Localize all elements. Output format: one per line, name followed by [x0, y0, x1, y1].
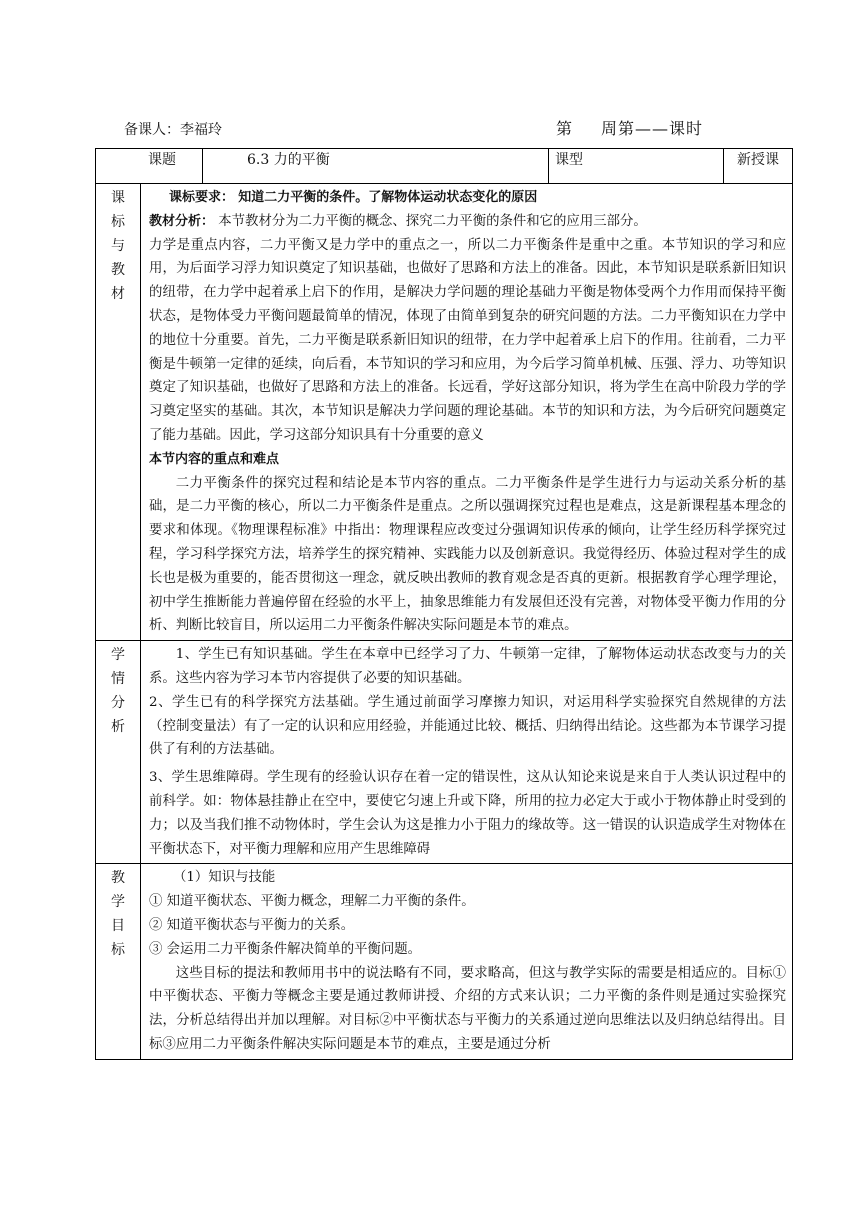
- student-basis-2: 2、学生已有的科学探究方法基础。学生通过前面学习摩擦力知识，对运用科学实验探究自然规律的方法（控制变量法）有了一定的认识和应用经验，并能通过比较、概括、归纳得出结论。这些都为本节课学习提供了有利的方法基础。: [149, 694, 786, 758]
- side-char: 标: [111, 942, 125, 959]
- side-char: 情: [111, 671, 125, 688]
- section2-content: [141, 641, 793, 864]
- student-basis-1: 1、学生已有知识基础。学生在本章中已经学习了力、牛顿第一定律，了解物体运动状态改变与力的关系。这些内容为学习本节内容提供了必要的知识基础。: [149, 647, 786, 686]
- section-standard-material: [96, 184, 793, 641]
- key-points-body: 二力平衡条件的探究过程和结论是本节内容的重点。二力平衡条件是学生进行力与运动关系分析的基础，是二力平衡的核心，所以二力平衡条件是重点。之所以强调探究过程也是难点，这是新课程基本理念的要求和体现。《物理课程标准》中指出：物理课程应改变过分强调知识传承的倾向，让学生经历科学探究过程，学习科学探究方法，培养学生的探究精神、实践能力以及创新意识。我觉得经历、体验过程对学生的成长也是极为重要的，能否贯彻这一理念，就反映出教师的教育观念是否真的更新。根据教育学心理学理论，初中学生推断能力普遍停留在经验的水平上，抽象思维能力有发展但还没有完善，对物体受平衡力作用的分析、判断比较盲目，所以运用二力平衡条件解决实际问题是本节的难点。: [149, 475, 786, 634]
- topic-value: 6.3 力的平衡: [203, 149, 549, 184]
- goals-body: 这些目标的提法和教师用书中的说法略有不同，要求略高，但这与教学实际的需要是相适应的。目标①中平衡状态、平衡力等概念主要是通过教师讲授、介绍的方式来认识；二力平衡的条件则是通过实验探究法，分析总结得出并加以理解。对目标②中平衡状态与平衡力的关系通过逆向思维法以及归纳总结得出。目标③应用二力平衡条件解决实际问题是本节的难点，主要是通过分析: [149, 965, 786, 1052]
- key-points-heading: 本节内容的重点和难点: [149, 451, 280, 467]
- week-rest-text: 周第——课时: [601, 119, 704, 138]
- standard-text: 知道二力平衡的条件。了解物体运动状态变化的原因: [238, 190, 538, 205]
- side-char: 与: [111, 238, 125, 254]
- goal-item-3: ③ 会运用二力平衡条件解决简单的平衡问题。: [149, 941, 422, 957]
- section2-side-label: [96, 641, 141, 864]
- week-di-text: 第: [556, 119, 574, 138]
- section3-content: [141, 864, 793, 1059]
- topic-row: [96, 149, 793, 184]
- analysis-intro: 本节教材分为二力平衡的概念、探究二力平衡的条件和它的应用三部分。: [218, 213, 647, 229]
- section1-content: [141, 184, 793, 641]
- side-char: 教: [111, 870, 125, 887]
- goal-item-2: ② 知道平衡状态与平衡力的关系。: [149, 917, 355, 933]
- week-period-label: [556, 116, 703, 139]
- side-char: 目: [111, 918, 125, 935]
- side-char: 材: [111, 286, 125, 302]
- lesson-plan-table: [95, 148, 793, 1060]
- side-char: 分: [111, 695, 125, 712]
- section-student-analysis: [96, 641, 793, 864]
- topic-label: 课题: [96, 149, 203, 184]
- side-char: 学: [111, 647, 125, 664]
- standard-label: 课标要求：: [169, 190, 235, 205]
- section1-side-label: [96, 184, 141, 641]
- goals-subheading: （1）知识与技能: [173, 870, 276, 886]
- section3-side-label: [96, 864, 141, 1059]
- side-char: 教: [111, 262, 125, 278]
- analysis-body: 力学是重点内容，二力平衡又是力学中的重点之一，所以二力平衡条件是重中之重。本节知识的学习和应用，为后面学习浮力知识奠定了知识基础，也做好了思路和方法上的准备。因此，本节知识是联系新旧知识的纽带，在力学中起着承上启下的作用，是解决力学问题的理论基础力平衡是物体受两个力作用而保持平衡状态，是物体受力平衡问题最简单的情况，体现了由简单到复杂的研究问题的方法。二力平衡知识在力学中的地位十分重要。首先，二力平衡是联系新旧知识的纽带，在力学中起着承上启下的作用。往前看，二力平衡是牛顿第一定律的延续，向后看，本节知识的学习和应用，为今后学习简单机械、压强、浮力、功等知识奠定了知识基础，也做好了思路和方法上的准备。长远看，学好这部分知识，将为学生在高中阶段力学的学习奠定坚实的基础。其次，本节知识是解决力学问题的理论基础。本节的知识和方法，为今后研究问题奠定了能力基础。因此，学习这部分知识具有十分重要的意义: [149, 237, 786, 443]
- side-char: 课: [111, 190, 125, 206]
- goal-item-1: ① 知道平衡状态、平衡力概念，理解二力平衡的条件。: [149, 894, 475, 910]
- side-char: 析: [111, 719, 125, 736]
- type-label: 课型: [549, 149, 724, 184]
- side-char: 标: [111, 214, 125, 230]
- analysis-label: 教材分析：: [149, 213, 215, 229]
- preparer-label: 备课人：李福玲: [124, 122, 222, 138]
- side-char: 学: [111, 894, 125, 911]
- type-value: 新授课: [724, 149, 793, 184]
- student-basis-3: 3、学生思维障碍。学生现有的经验认识存在着一定的错误性，这从认知论来说是来自于人类认识过程中的前科学。如：物体悬挂静止在空中，要使它匀速上升或下降，所用的拉力必定大于或小于物体静止时受到的力；以及当我们推不动物体时，学生会认为这是推力小于阻力的缘故等。这一错误的认识造成学生对物体在平衡状态下，对平衡力理解和应用产生思维障碍: [149, 770, 786, 857]
- section-teaching-goals: [96, 864, 793, 1059]
